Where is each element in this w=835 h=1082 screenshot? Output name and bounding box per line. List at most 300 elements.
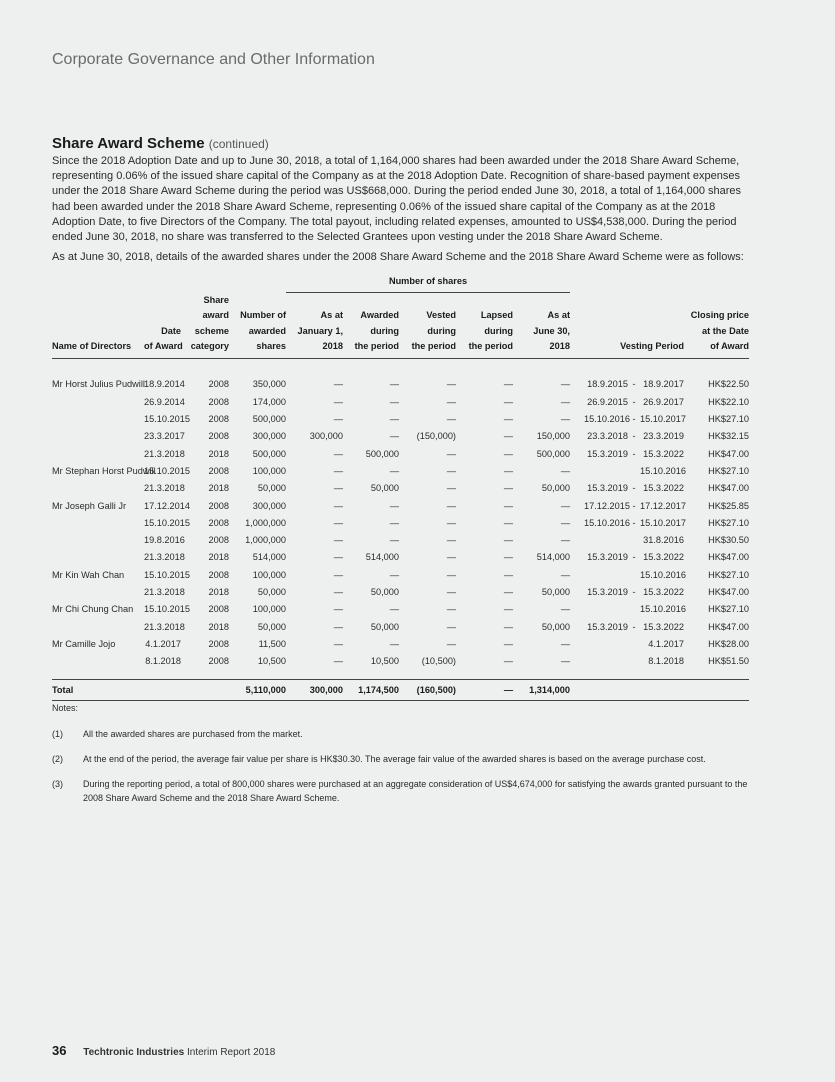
table-row [52,393,749,410]
cell-name: Mr Joseph Galli Jr [52,500,127,511]
cell-price: HK$25.85 [708,500,749,511]
cell-vesting-period [570,549,684,566]
column-header: Name of Directors [52,339,144,358]
column-header: shares [229,339,286,358]
vesting-to: 23.3.2019 [643,431,684,442]
cell-vested: — [446,396,456,407]
total-lapsed: — [456,679,513,700]
cell-name: Mr Horst Julius Pudwill [52,379,145,390]
note-number: (1) [52,729,63,739]
page-footer [52,1043,275,1058]
cell-name: Mr Camille Jojo [52,638,116,649]
vesting-to: 15.3.2022 [643,483,684,494]
cell-cat: 2008 [208,604,229,615]
cell-vested: — [446,500,456,511]
cell-awarded: 50,000 [370,483,399,494]
vesting-to: 15.10.2016 [640,569,686,580]
cell-lapsed: — [503,621,513,632]
vesting-dash: - [632,431,636,442]
note-item [52,777,752,805]
cell-jun: — [560,569,570,580]
vesting-from: 15.10.2016 [584,414,630,425]
cell-name [52,410,144,427]
cell-date: 21.3.2018 [144,448,185,459]
cell-price: HK$27.10 [708,569,749,580]
cell-cat: 2008 [208,535,229,546]
column-header: Number of [240,310,286,320]
note-item [52,727,752,741]
cell-name: Mr Chi Chung Chan [52,604,134,615]
cell-price: HK$51.50 [708,656,749,667]
column-header: during [427,325,456,336]
table-row [52,428,749,445]
cell-vested: — [446,448,456,459]
intro-text [52,154,752,270]
group-header: Number of shares [286,272,570,293]
cell-cat: 2018 [208,552,229,563]
cell-lapsed: — [503,448,513,459]
vesting-to: 15.3.2022 [643,587,684,597]
column-header: January 1, [297,325,343,336]
column-header [52,324,144,340]
notes-title: Notes: [52,703,79,713]
cell-awarded: 50,000 [370,587,399,597]
cell-date: 21.3.2018 [144,587,185,597]
cell-date: 17.12.2014 [144,500,190,511]
cell-awarded: 10,500 [370,656,399,667]
cell-lapsed: — [503,587,513,597]
vesting-from: 15.10.2016 [584,517,630,528]
cell-cat: 2008 [208,465,229,476]
cell-cat: 2008 [208,517,229,528]
cell-jun: — [560,465,570,476]
cell-price: HK$27.10 [708,517,749,528]
note-text: All the awarded shares are purchased from the market. [83,729,303,739]
cell-cat: 2008 [208,638,229,649]
vesting-to: 15.3.2022 [643,552,684,563]
vesting-to: 17.12.2017 [640,500,686,511]
column-header: during [370,325,399,336]
vesting-from: 23.3.2018 [587,431,628,442]
cell-jan: — [333,569,343,580]
cell-name [52,549,144,566]
section-continued: (continued) [208,137,269,151]
total-blank [570,679,749,700]
cell-price: HK$22.10 [708,396,749,407]
cell-jan: — [333,379,343,390]
cell-name [52,531,144,548]
column-header-row [52,324,749,340]
cell-shares: 1,000,000 [245,517,286,528]
cell-jan: — [333,483,343,494]
cell-date: 19.8.2016 [144,535,185,546]
cell-jan: — [333,552,343,563]
cell-vested: — [446,604,456,615]
column-header [570,293,684,309]
notes [52,703,752,816]
column-header [144,293,181,309]
cell-vested: — [446,535,456,546]
cell-vested: — [446,379,456,390]
cell-vesting-period [570,653,684,670]
cell-lapsed: — [503,379,513,390]
cell-price: HK$27.10 [708,465,749,476]
table-row [52,410,749,427]
column-header-row [52,293,749,309]
cell-shares: 100,000 [252,604,286,615]
cell-shares: 514,000 [252,552,286,563]
column-header: 2018 [286,339,343,358]
column-header [229,293,286,309]
cell-jun: 514,000 [536,552,570,563]
cell-vesting-period [570,410,684,427]
cell-awarded: — [389,517,399,528]
cell-jun: — [560,656,570,667]
column-header [286,293,343,309]
vesting-to: 31.8.2016 [643,535,684,546]
cell-shares: 10,500 [257,656,286,667]
cell-jan: — [333,621,343,632]
cell-awarded: — [389,396,399,407]
total-shares: 5,110,000 [229,679,286,700]
note-number: (3) [52,779,63,789]
cell-lapsed: — [503,638,513,649]
cell-awarded: — [389,638,399,649]
cell-jan: — [333,604,343,615]
vesting-to: 26.9.2017 [643,396,684,407]
cell-awarded: — [389,379,399,390]
cell-name: Mr Stephan Horst Pudwill [52,465,156,476]
cell-shares: 174,000 [252,396,286,407]
total-awarded: 1,174,500 [343,679,399,700]
cell-vested: — [446,587,456,597]
cell-vesting-period [570,376,684,393]
cell-jan: 300,000 [309,431,343,442]
column-header [570,308,684,324]
cell-lapsed: — [503,656,513,667]
cell-vesting-period [570,601,684,618]
cell-vested: — [446,414,456,425]
column-header: As at [547,310,570,320]
company-name: Techtronic Industries [83,1047,185,1058]
column-header: at the Date [702,325,749,336]
table-row [52,480,749,497]
cell-awarded: 500,000 [365,448,399,459]
cell-vesting-period [570,583,684,600]
cell-awarded: — [389,414,399,425]
cell-jun: — [560,396,570,407]
cell-jan: — [333,517,343,528]
vesting-from: 15.3.2019 [587,621,628,632]
header-blank [52,272,286,293]
note-item [52,752,752,766]
cell-price: HK$47.00 [708,587,749,597]
table-header [52,272,749,358]
table-total [52,670,749,701]
column-header: award [202,310,229,320]
cell-price: HK$22.50 [708,379,749,390]
cell-date: 8.1.2018 [145,656,181,667]
section-title: Share Award Scheme [52,135,205,152]
share-award-table-container [52,272,749,701]
cell-shares: 50,000 [257,621,286,632]
column-header [144,308,181,324]
vesting-from: 26.9.2015 [587,396,628,407]
cell-shares: 11,500 [258,638,286,649]
column-header: category [181,339,229,358]
table-row [52,514,749,531]
table-row [52,549,749,566]
vesting-to: 15.3.2022 [643,621,684,632]
cell-lapsed: — [503,604,513,615]
group-header-row [52,272,749,293]
total-row [52,679,749,700]
cell-cat: 2018 [208,621,229,632]
table-row [52,376,749,393]
table-body [52,358,749,670]
cell-jun: — [560,638,570,649]
vesting-from: 15.3.2019 [587,448,628,459]
cell-jan: — [333,656,343,667]
note-text: During the reporting period, a total of 800,000 shares were purchased at an aggregate consideration of US$4,674,000 for satisfying the awards granted pursuant to the 2008 Share Award Scheme and the 2018 Share Award Scheme. [83,779,748,803]
column-header: awarded [248,325,286,336]
table-row [52,497,749,514]
table-row [52,462,749,479]
table-row [52,601,749,618]
vesting-from: 15.3.2019 [587,552,628,563]
running-header: Corporate Governance and Other Information [52,51,375,68]
cell-shares: 500,000 [252,448,286,459]
cell-vesting-period [570,618,684,635]
cell-price: HK$47.00 [708,448,749,459]
cell-jun: 50,000 [541,483,570,494]
cell-jun: 150,000 [536,431,570,442]
cell-price: HK$32.15 [708,431,749,442]
cell-jun: — [560,414,570,425]
cell-awarded: — [389,535,399,546]
cell-name: Mr Kin Wah Chan [52,569,125,580]
column-header [513,293,570,309]
cell-shares: 100,000 [252,569,286,580]
column-header: June 30, [533,325,570,336]
cell-vested: — [446,638,456,649]
vesting-from: 18.9.2015 [587,379,628,390]
cell-awarded: — [389,465,399,476]
cell-vesting-period [570,514,684,531]
vesting-to: 15.10.2016 [640,465,686,476]
cell-cat: 2018 [208,448,229,459]
intro-paragraph: Since the 2018 Adoption Date and up to June 30, 2018, a total of 1,164,000 shares had been awarded under the 2018 Share Award Scheme, representing 0.06% of the issued share capital of the Company as at the 2018 Adoption Date. Recognition of share-based payment expenses under the 2018 Share Award Scheme during the period was US$668,000. During the period ended June 30, 2018, a total of 1,164,000 shares had been awarded under the 2018 Share Award Scheme, representing 0.06% of the issued share capital of the Company as at the 2018 Adoption Date, to five Directors of the Company. The total payout, including related expenses, amounted to US$4,538,000. During the period ended June 30, 2018, no share was transferred to the Selected Grantees upon vesting under the 2018 Share Award Scheme. [52,155,742,244]
cell-date: 15.10.2015 [144,604,190,615]
cell-vested: (10,500) [421,656,456,667]
table-row [52,583,749,600]
cell-awarded: — [389,431,399,442]
cell-lapsed: — [503,552,513,563]
cell-jan: — [333,396,343,407]
vesting-dash: - [632,517,636,528]
cell-awarded: — [389,569,399,580]
cell-jun: 50,000 [541,621,570,632]
cell-jun: — [560,379,570,390]
cell-vesting-period [570,566,684,583]
cell-date: 15.10.2015 [144,414,190,425]
column-header-row [52,308,749,324]
cell-vested: — [446,552,456,563]
column-header [570,324,684,340]
column-header [399,293,456,309]
column-header [52,293,144,309]
cell-shares: 500,000 [252,414,286,425]
cell-vested: — [446,483,456,494]
cell-date: 18.9.2014 [144,379,185,390]
cell-cat: 2008 [208,500,229,511]
column-header [343,293,399,309]
cell-jun: — [560,604,570,615]
cell-date: 21.3.2018 [144,552,185,563]
table-row [52,531,749,548]
intro-paragraph: As at June 30, 2018, details of the awarded shares under the 2008 Share Award Scheme and the 2018 Share Award Scheme were as follows: [52,251,744,264]
total-jan: 300,000 [286,679,343,700]
cell-price: HK$27.10 [708,414,749,425]
cell-price: HK$47.00 [708,621,749,632]
cell-name [52,583,144,600]
vesting-dash: - [632,396,636,407]
cell-vesting-period [570,531,684,548]
cell-vesting-period [570,428,684,445]
table-row [52,445,749,462]
cell-jun: — [560,535,570,546]
column-header [456,293,513,309]
column-header: Date [161,325,181,336]
cell-vesting-period [570,393,684,410]
cell-jan: — [333,465,343,476]
cell-name [52,514,144,531]
cell-price: HK$47.00 [708,483,749,494]
column-header: Awarded [360,310,399,320]
cell-cat: 2008 [208,414,229,425]
cell-vesting-period [570,445,684,462]
vesting-dash: - [632,414,636,425]
vesting-dash: - [632,500,636,511]
total-label: Total [52,679,229,700]
column-header: the period [343,339,399,358]
cell-jan: — [333,587,343,597]
table-row [52,653,749,670]
cell-date: 21.3.2018 [144,483,185,494]
cell-date: 26.9.2014 [144,396,185,407]
page-number: 36 [52,1043,67,1058]
cell-jun: — [560,517,570,528]
cell-vesting-period [570,462,684,479]
cell-shares: 50,000 [257,483,286,494]
cell-date: 15.10.2015 [144,465,190,476]
cell-lapsed: — [503,535,513,546]
vesting-from: 17.12.2015 [584,500,630,511]
cell-cat: 2008 [208,379,229,390]
cell-price: HK$30.50 [708,535,749,546]
table-row [52,635,749,652]
vesting-to: 15.10.2017 [640,414,686,425]
vesting-dash: - [632,587,636,597]
cell-jan: — [333,448,343,459]
cell-price: HK$47.00 [708,552,749,563]
cell-cat: 2008 [208,431,229,442]
vesting-dash: - [632,379,636,390]
column-header: of Award [144,339,181,358]
cell-vested: — [446,621,456,632]
vesting-to: 15.10.2016 [640,604,686,615]
column-header [52,308,144,324]
header-blank [570,272,749,293]
cell-jan: — [333,500,343,511]
cell-vested: — [446,569,456,580]
vesting-dash: - [632,621,636,632]
column-header [684,293,749,309]
cell-cat: 2008 [208,656,229,667]
column-header: during [484,325,513,336]
column-header: Vesting Period [570,339,684,358]
cell-jun: 50,000 [541,587,570,597]
cell-cat: 2008 [208,396,229,407]
share-award-table [52,272,749,701]
cell-vested: (150,000) [416,431,456,442]
cell-awarded: 514,000 [365,552,399,563]
cell-shares: 300,000 [252,431,286,442]
cell-lapsed: — [503,569,513,580]
cell-date: 21.3.2018 [144,621,185,632]
cell-lapsed: — [503,500,513,511]
cell-shares: 100,000 [252,465,286,476]
cell-jun: — [560,500,570,511]
cell-jan: — [333,638,343,649]
vesting-to: 4.1.2017 [648,638,684,649]
cell-lapsed: — [503,431,513,442]
cell-date: 15.10.2015 [144,569,190,580]
vesting-dash: - [632,483,636,494]
cell-shares: 50,000 [257,587,286,597]
vesting-to: 8.1.2018 [648,656,684,667]
total-vested: (160,500) [399,679,456,700]
cell-lapsed: — [503,396,513,407]
column-header: Vested [426,310,456,320]
column-header: scheme [194,325,229,336]
cell-name [52,618,144,635]
column-header: Share [203,294,229,305]
cell-jan: — [333,414,343,425]
vesting-from: 15.3.2019 [587,587,628,597]
cell-name [52,480,144,497]
cell-date: 15.10.2015 [144,517,190,528]
cell-name [52,393,144,410]
cell-shares: 1,000,000 [245,535,286,546]
cell-cat: 2018 [208,587,229,597]
section-heading [52,135,269,152]
vesting-to: 15.10.2017 [640,517,686,528]
cell-shares: 300,000 [252,500,286,511]
cell-jan: — [333,535,343,546]
cell-price: HK$27.10 [708,604,749,615]
column-header-row [52,339,749,358]
cell-shares: 350,000 [252,379,286,390]
cell-cat: 2008 [208,569,229,580]
cell-price: HK$28.00 [708,638,749,649]
column-header: As at [320,310,343,320]
table-row [52,566,749,583]
column-header: the period [399,339,456,358]
vesting-to: 18.9.2017 [643,379,684,390]
cell-name [52,445,144,462]
table-row [52,618,749,635]
